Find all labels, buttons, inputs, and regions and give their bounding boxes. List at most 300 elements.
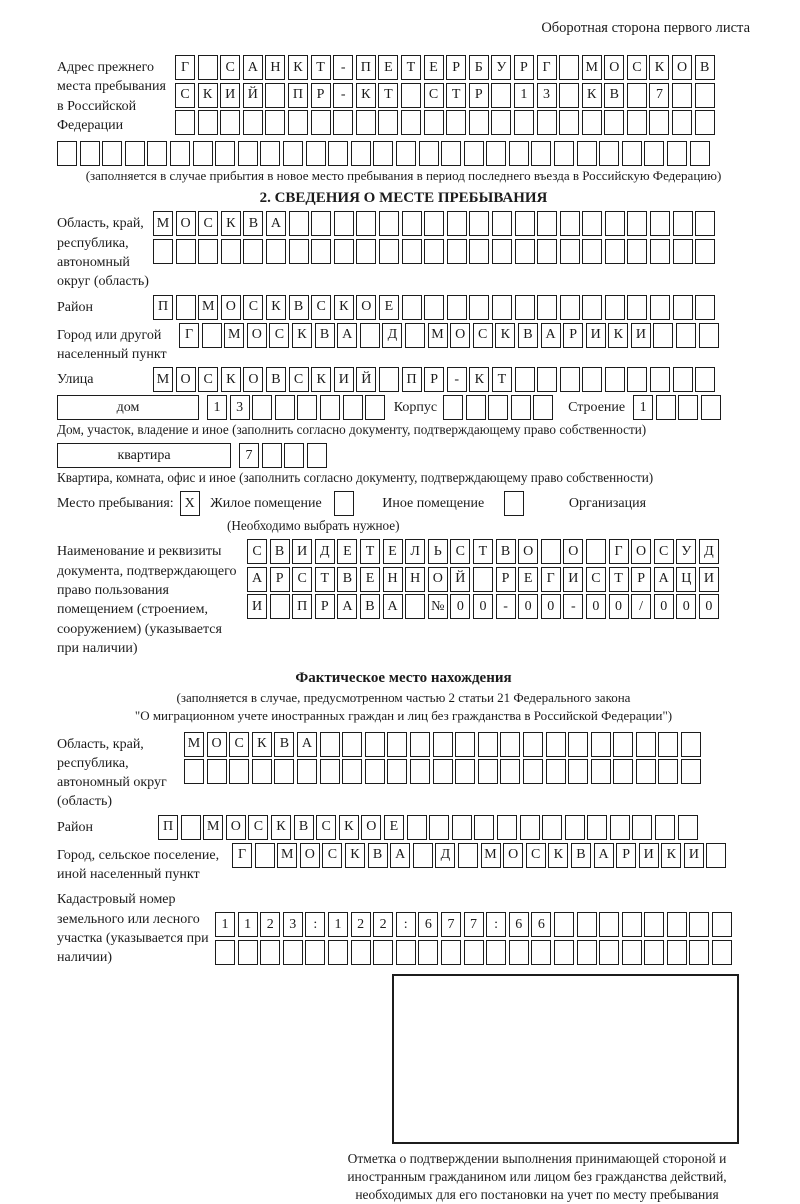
char-box[interactable]: М xyxy=(277,843,297,868)
char-box[interactable] xyxy=(554,141,574,166)
char-box[interactable] xyxy=(328,940,348,965)
char-box[interactable]: К xyxy=(339,815,359,840)
char-box[interactable] xyxy=(667,912,687,937)
char-box[interactable]: Р xyxy=(315,594,335,619)
char-box[interactable]: В xyxy=(243,211,263,236)
char-box[interactable] xyxy=(202,323,222,348)
char-box[interactable] xyxy=(605,239,625,264)
char-box[interactable] xyxy=(627,110,647,135)
char-box[interactable] xyxy=(605,211,625,236)
char-box[interactable]: А xyxy=(654,567,674,592)
char-box[interactable] xyxy=(599,141,619,166)
char-box[interactable] xyxy=(455,732,475,757)
char-box[interactable] xyxy=(351,141,371,166)
char-box[interactable]: С xyxy=(450,539,470,564)
char-box[interactable]: С xyxy=(248,815,268,840)
char-box[interactable]: 1 xyxy=(328,912,348,937)
char-box[interactable] xyxy=(622,141,642,166)
char-box[interactable] xyxy=(559,110,579,135)
char-box[interactable] xyxy=(260,940,280,965)
char-box[interactable]: Н xyxy=(405,567,425,592)
char-box[interactable] xyxy=(546,759,566,784)
char-box[interactable] xyxy=(474,815,494,840)
char-box[interactable] xyxy=(492,211,512,236)
char-box[interactable]: И xyxy=(563,567,583,592)
char-box[interactable]: Е xyxy=(518,567,538,592)
char-box[interactable] xyxy=(469,239,489,264)
char-box[interactable] xyxy=(424,110,444,135)
char-box[interactable]: К xyxy=(582,83,602,108)
char-box[interactable]: В xyxy=(368,843,388,868)
char-box[interactable]: № xyxy=(428,594,448,619)
char-box[interactable]: Ь xyxy=(428,539,448,564)
char-box[interactable]: М xyxy=(203,815,223,840)
char-box[interactable] xyxy=(689,912,709,937)
char-box[interactable]: И xyxy=(334,367,354,392)
char-box[interactable]: 1 xyxy=(207,395,227,420)
char-box[interactable] xyxy=(568,732,588,757)
char-box[interactable] xyxy=(469,211,489,236)
char-box[interactable] xyxy=(699,323,719,348)
char-box[interactable] xyxy=(215,940,235,965)
char-box[interactable] xyxy=(656,395,676,420)
char-box[interactable]: С xyxy=(269,323,289,348)
char-box[interactable]: К xyxy=(469,367,489,392)
char-box[interactable] xyxy=(554,940,574,965)
char-box[interactable]: 1 xyxy=(238,912,258,937)
char-box[interactable]: Ц xyxy=(676,567,696,592)
char-box[interactable] xyxy=(265,83,285,108)
char-box[interactable]: 0 xyxy=(609,594,629,619)
char-box[interactable]: В xyxy=(270,539,290,564)
char-box[interactable]: Т xyxy=(609,567,629,592)
char-box[interactable] xyxy=(604,110,624,135)
char-box[interactable]: Т xyxy=(378,83,398,108)
char-box[interactable]: Р xyxy=(616,843,636,868)
char-box[interactable] xyxy=(599,940,619,965)
char-box[interactable] xyxy=(405,323,425,348)
char-box[interactable]: С xyxy=(229,732,249,757)
char-box[interactable]: Р xyxy=(469,83,489,108)
dwelling-checkbox[interactable]: X xyxy=(180,491,200,516)
char-box[interactable] xyxy=(252,759,272,784)
char-box[interactable] xyxy=(695,239,715,264)
char-box[interactable]: В xyxy=(604,83,624,108)
char-box[interactable] xyxy=(80,141,100,166)
char-box[interactable] xyxy=(650,239,670,264)
char-box[interactable]: О xyxy=(176,367,196,392)
char-box[interactable]: С xyxy=(198,367,218,392)
char-box[interactable] xyxy=(627,367,647,392)
char-box[interactable] xyxy=(198,239,218,264)
char-box[interactable] xyxy=(413,843,433,868)
char-box[interactable]: 0 xyxy=(541,594,561,619)
char-box[interactable] xyxy=(559,55,579,80)
char-box[interactable]: 1 xyxy=(633,395,653,420)
char-box[interactable] xyxy=(478,759,498,784)
char-box[interactable] xyxy=(650,367,670,392)
char-box[interactable] xyxy=(568,759,588,784)
char-box[interactable]: 3 xyxy=(283,912,303,937)
char-box[interactable]: Д xyxy=(699,539,719,564)
char-box[interactable]: П xyxy=(288,83,308,108)
char-box[interactable] xyxy=(464,940,484,965)
char-box[interactable] xyxy=(587,815,607,840)
char-box[interactable]: Т xyxy=(311,55,331,80)
char-box[interactable] xyxy=(198,110,218,135)
char-box[interactable]: Р xyxy=(270,567,290,592)
char-box[interactable]: Р xyxy=(563,323,583,348)
char-box[interactable] xyxy=(252,395,272,420)
char-box[interactable] xyxy=(681,759,701,784)
char-box[interactable] xyxy=(655,815,675,840)
char-box[interactable] xyxy=(464,141,484,166)
char-box[interactable]: И xyxy=(247,594,267,619)
char-box[interactable] xyxy=(402,211,422,236)
char-box[interactable] xyxy=(599,912,619,937)
char-box[interactable]: О xyxy=(450,323,470,348)
char-box[interactable]: - xyxy=(333,83,353,108)
char-box[interactable] xyxy=(266,239,286,264)
char-box[interactable]: С xyxy=(586,567,606,592)
char-box[interactable]: К xyxy=(495,323,515,348)
char-box[interactable] xyxy=(509,141,529,166)
char-box[interactable]: О xyxy=(604,55,624,80)
char-box[interactable]: С xyxy=(220,55,240,80)
char-box[interactable] xyxy=(320,732,340,757)
char-box[interactable]: Т xyxy=(401,55,421,80)
char-box[interactable] xyxy=(125,141,145,166)
char-box[interactable] xyxy=(255,843,275,868)
char-box[interactable]: Т xyxy=(492,367,512,392)
char-box[interactable] xyxy=(147,141,167,166)
char-box[interactable] xyxy=(443,395,463,420)
char-box[interactable]: У xyxy=(676,539,696,564)
char-box[interactable] xyxy=(424,211,444,236)
char-box[interactable] xyxy=(270,594,290,619)
char-box[interactable]: С xyxy=(424,83,444,108)
char-box[interactable]: К xyxy=(356,83,376,108)
char-box[interactable] xyxy=(531,141,551,166)
char-box[interactable]: С xyxy=(473,323,493,348)
char-box[interactable] xyxy=(215,141,235,166)
char-box[interactable]: 7 xyxy=(464,912,484,937)
char-box[interactable] xyxy=(667,940,687,965)
char-box[interactable]: С xyxy=(654,539,674,564)
char-box[interactable] xyxy=(613,732,633,757)
char-box[interactable] xyxy=(627,295,647,320)
char-box[interactable]: В xyxy=(518,323,538,348)
char-box[interactable]: А xyxy=(390,843,410,868)
char-box[interactable] xyxy=(407,815,427,840)
char-box[interactable] xyxy=(582,110,602,135)
char-box[interactable]: Л xyxy=(405,539,425,564)
char-box[interactable]: К xyxy=(608,323,628,348)
char-box[interactable] xyxy=(695,367,715,392)
char-box[interactable]: Д xyxy=(382,323,402,348)
char-box[interactable] xyxy=(695,295,715,320)
char-box[interactable] xyxy=(689,940,709,965)
char-box[interactable] xyxy=(446,110,466,135)
char-box[interactable]: О xyxy=(631,539,651,564)
char-box[interactable] xyxy=(511,395,531,420)
char-box[interactable]: К xyxy=(198,83,218,108)
char-box[interactable] xyxy=(176,239,196,264)
char-box[interactable]: Г xyxy=(175,55,195,80)
char-box[interactable] xyxy=(672,83,692,108)
char-box[interactable]: М xyxy=(582,55,602,80)
char-box[interactable]: И xyxy=(699,567,719,592)
char-box[interactable] xyxy=(520,815,540,840)
char-box[interactable] xyxy=(373,141,393,166)
char-box[interactable]: Д xyxy=(315,539,335,564)
char-box[interactable] xyxy=(678,815,698,840)
char-box[interactable]: Р xyxy=(514,55,534,80)
char-box[interactable] xyxy=(591,759,611,784)
char-box[interactable] xyxy=(533,395,553,420)
char-box[interactable]: К xyxy=(266,295,286,320)
char-box[interactable] xyxy=(320,395,340,420)
char-box[interactable]: О xyxy=(243,367,263,392)
char-box[interactable] xyxy=(672,110,692,135)
char-box[interactable] xyxy=(297,395,317,420)
char-box[interactable] xyxy=(658,732,678,757)
char-box[interactable]: Р xyxy=(311,83,331,108)
char-box[interactable] xyxy=(447,211,467,236)
char-box[interactable]: В xyxy=(266,367,286,392)
char-box[interactable] xyxy=(289,211,309,236)
char-box[interactable] xyxy=(636,732,656,757)
char-box[interactable] xyxy=(560,367,580,392)
char-box[interactable]: С xyxy=(311,295,331,320)
char-box[interactable] xyxy=(356,211,376,236)
char-box[interactable]: Г xyxy=(541,567,561,592)
char-box[interactable] xyxy=(351,940,371,965)
char-box[interactable] xyxy=(466,395,486,420)
char-box[interactable]: 6 xyxy=(531,912,551,937)
char-box[interactable] xyxy=(582,211,602,236)
char-box[interactable]: О xyxy=(221,295,241,320)
char-box[interactable] xyxy=(365,395,385,420)
char-box[interactable] xyxy=(658,759,678,784)
char-box[interactable] xyxy=(424,295,444,320)
char-box[interactable]: - xyxy=(333,55,353,80)
char-box[interactable] xyxy=(554,912,574,937)
char-box[interactable]: 0 xyxy=(699,594,719,619)
char-box[interactable]: - xyxy=(563,594,583,619)
char-box[interactable]: Т xyxy=(360,539,380,564)
char-box[interactable] xyxy=(220,110,240,135)
char-box[interactable] xyxy=(373,940,393,965)
char-box[interactable]: Е xyxy=(360,567,380,592)
char-box[interactable]: Д xyxy=(435,843,455,868)
char-box[interactable] xyxy=(582,295,602,320)
char-box[interactable]: Р xyxy=(446,55,466,80)
char-box[interactable] xyxy=(262,443,282,468)
char-box[interactable]: К xyxy=(334,295,354,320)
char-box[interactable]: С xyxy=(627,55,647,80)
other-premises-checkbox[interactable] xyxy=(334,491,354,516)
char-box[interactable] xyxy=(429,815,449,840)
char-box[interactable] xyxy=(560,239,580,264)
char-box[interactable] xyxy=(690,141,710,166)
char-box[interactable]: П xyxy=(292,594,312,619)
char-box[interactable] xyxy=(419,141,439,166)
char-box[interactable] xyxy=(405,594,425,619)
char-box[interactable]: С xyxy=(175,83,195,108)
char-box[interactable] xyxy=(531,940,551,965)
char-box[interactable]: К xyxy=(271,815,291,840)
char-box[interactable] xyxy=(486,141,506,166)
char-box[interactable]: А xyxy=(337,323,357,348)
char-box[interactable]: К xyxy=(649,55,669,80)
char-box[interactable] xyxy=(311,211,331,236)
char-box[interactable]: 3 xyxy=(230,395,250,420)
char-box[interactable] xyxy=(418,940,438,965)
char-box[interactable] xyxy=(365,732,385,757)
char-box[interactable]: Е xyxy=(379,295,399,320)
char-box[interactable]: 0 xyxy=(450,594,470,619)
char-box[interactable]: 1 xyxy=(215,912,235,937)
char-box[interactable] xyxy=(181,815,201,840)
char-box[interactable] xyxy=(379,211,399,236)
char-box[interactable]: К xyxy=(221,211,241,236)
char-box[interactable]: О xyxy=(176,211,196,236)
char-box[interactable]: О xyxy=(356,295,376,320)
char-box[interactable]: И xyxy=(631,323,651,348)
char-box[interactable]: К xyxy=(292,323,312,348)
char-box[interactable] xyxy=(582,239,602,264)
char-box[interactable] xyxy=(478,732,498,757)
char-box[interactable]: А xyxy=(541,323,561,348)
char-box[interactable] xyxy=(695,211,715,236)
char-box[interactable]: М xyxy=(481,843,501,868)
char-box[interactable] xyxy=(653,323,673,348)
char-box[interactable]: 7 xyxy=(649,83,669,108)
char-box[interactable]: О xyxy=(428,567,448,592)
char-box[interactable]: И xyxy=(292,539,312,564)
char-box[interactable] xyxy=(184,759,204,784)
char-box[interactable] xyxy=(447,239,467,264)
char-box[interactable]: П xyxy=(356,55,376,80)
char-box[interactable] xyxy=(410,732,430,757)
char-box[interactable]: А xyxy=(297,732,317,757)
char-box[interactable] xyxy=(378,110,398,135)
char-box[interactable] xyxy=(343,395,363,420)
char-box[interactable] xyxy=(229,759,249,784)
char-box[interactable] xyxy=(565,815,585,840)
char-box[interactable] xyxy=(537,367,557,392)
char-box[interactable]: В xyxy=(695,55,715,80)
char-box[interactable]: Н xyxy=(383,567,403,592)
char-box[interactable] xyxy=(523,759,543,784)
char-box[interactable]: А xyxy=(243,55,263,80)
char-box[interactable] xyxy=(627,211,647,236)
char-box[interactable] xyxy=(328,141,348,166)
char-box[interactable]: 2 xyxy=(373,912,393,937)
char-box[interactable] xyxy=(644,940,664,965)
char-box[interactable] xyxy=(515,367,535,392)
char-box[interactable]: 6 xyxy=(509,912,529,937)
char-box[interactable] xyxy=(486,940,506,965)
char-box[interactable]: И xyxy=(586,323,606,348)
char-box[interactable] xyxy=(644,912,664,937)
char-box[interactable]: Г xyxy=(179,323,199,348)
char-box[interactable]: Е xyxy=(424,55,444,80)
char-box[interactable] xyxy=(396,940,416,965)
char-box[interactable] xyxy=(193,141,213,166)
char-box[interactable] xyxy=(334,239,354,264)
char-box[interactable]: : xyxy=(305,912,325,937)
char-box[interactable] xyxy=(379,239,399,264)
char-box[interactable]: 0 xyxy=(586,594,606,619)
char-box[interactable] xyxy=(673,239,693,264)
char-box[interactable] xyxy=(695,83,715,108)
char-box[interactable] xyxy=(342,759,362,784)
char-box[interactable] xyxy=(365,759,385,784)
char-box[interactable]: Р xyxy=(496,567,516,592)
char-box[interactable]: Е xyxy=(378,55,398,80)
char-box[interactable] xyxy=(605,295,625,320)
char-box[interactable]: К xyxy=(548,843,568,868)
char-box[interactable] xyxy=(387,759,407,784)
char-box[interactable]: О xyxy=(300,843,320,868)
char-box[interactable] xyxy=(342,732,362,757)
char-box[interactable]: М xyxy=(198,295,218,320)
char-box[interactable] xyxy=(515,239,535,264)
char-box[interactable] xyxy=(387,732,407,757)
char-box[interactable]: О xyxy=(518,539,538,564)
char-box[interactable] xyxy=(311,110,331,135)
char-box[interactable]: Е xyxy=(337,539,357,564)
char-box[interactable] xyxy=(401,110,421,135)
char-box[interactable] xyxy=(473,567,493,592)
char-box[interactable] xyxy=(379,367,399,392)
char-box[interactable]: С xyxy=(247,539,267,564)
char-box[interactable] xyxy=(410,759,430,784)
char-box[interactable]: В xyxy=(274,732,294,757)
char-box[interactable] xyxy=(284,443,304,468)
char-box[interactable] xyxy=(681,732,701,757)
char-box[interactable] xyxy=(491,83,511,108)
char-box[interactable]: Т xyxy=(446,83,466,108)
char-box[interactable] xyxy=(488,395,508,420)
char-box[interactable]: Й xyxy=(450,567,470,592)
char-box[interactable]: В xyxy=(337,567,357,592)
char-box[interactable]: П xyxy=(158,815,178,840)
char-box[interactable] xyxy=(433,759,453,784)
char-box[interactable] xyxy=(238,940,258,965)
char-box[interactable] xyxy=(243,110,263,135)
char-box[interactable]: С xyxy=(243,295,263,320)
char-box[interactable] xyxy=(333,110,353,135)
char-box[interactable] xyxy=(356,110,376,135)
char-box[interactable] xyxy=(577,940,597,965)
char-box[interactable] xyxy=(424,239,444,264)
char-box[interactable] xyxy=(491,110,511,135)
char-box[interactable] xyxy=(311,239,331,264)
char-box[interactable]: Г xyxy=(609,539,629,564)
char-box[interactable] xyxy=(289,239,309,264)
char-box[interactable] xyxy=(622,912,642,937)
char-box[interactable] xyxy=(334,211,354,236)
char-box[interactable] xyxy=(433,732,453,757)
char-box[interactable] xyxy=(537,295,557,320)
char-box[interactable] xyxy=(712,912,732,937)
char-box[interactable]: С xyxy=(322,843,342,868)
char-box[interactable] xyxy=(577,141,597,166)
char-box[interactable]: О xyxy=(563,539,583,564)
